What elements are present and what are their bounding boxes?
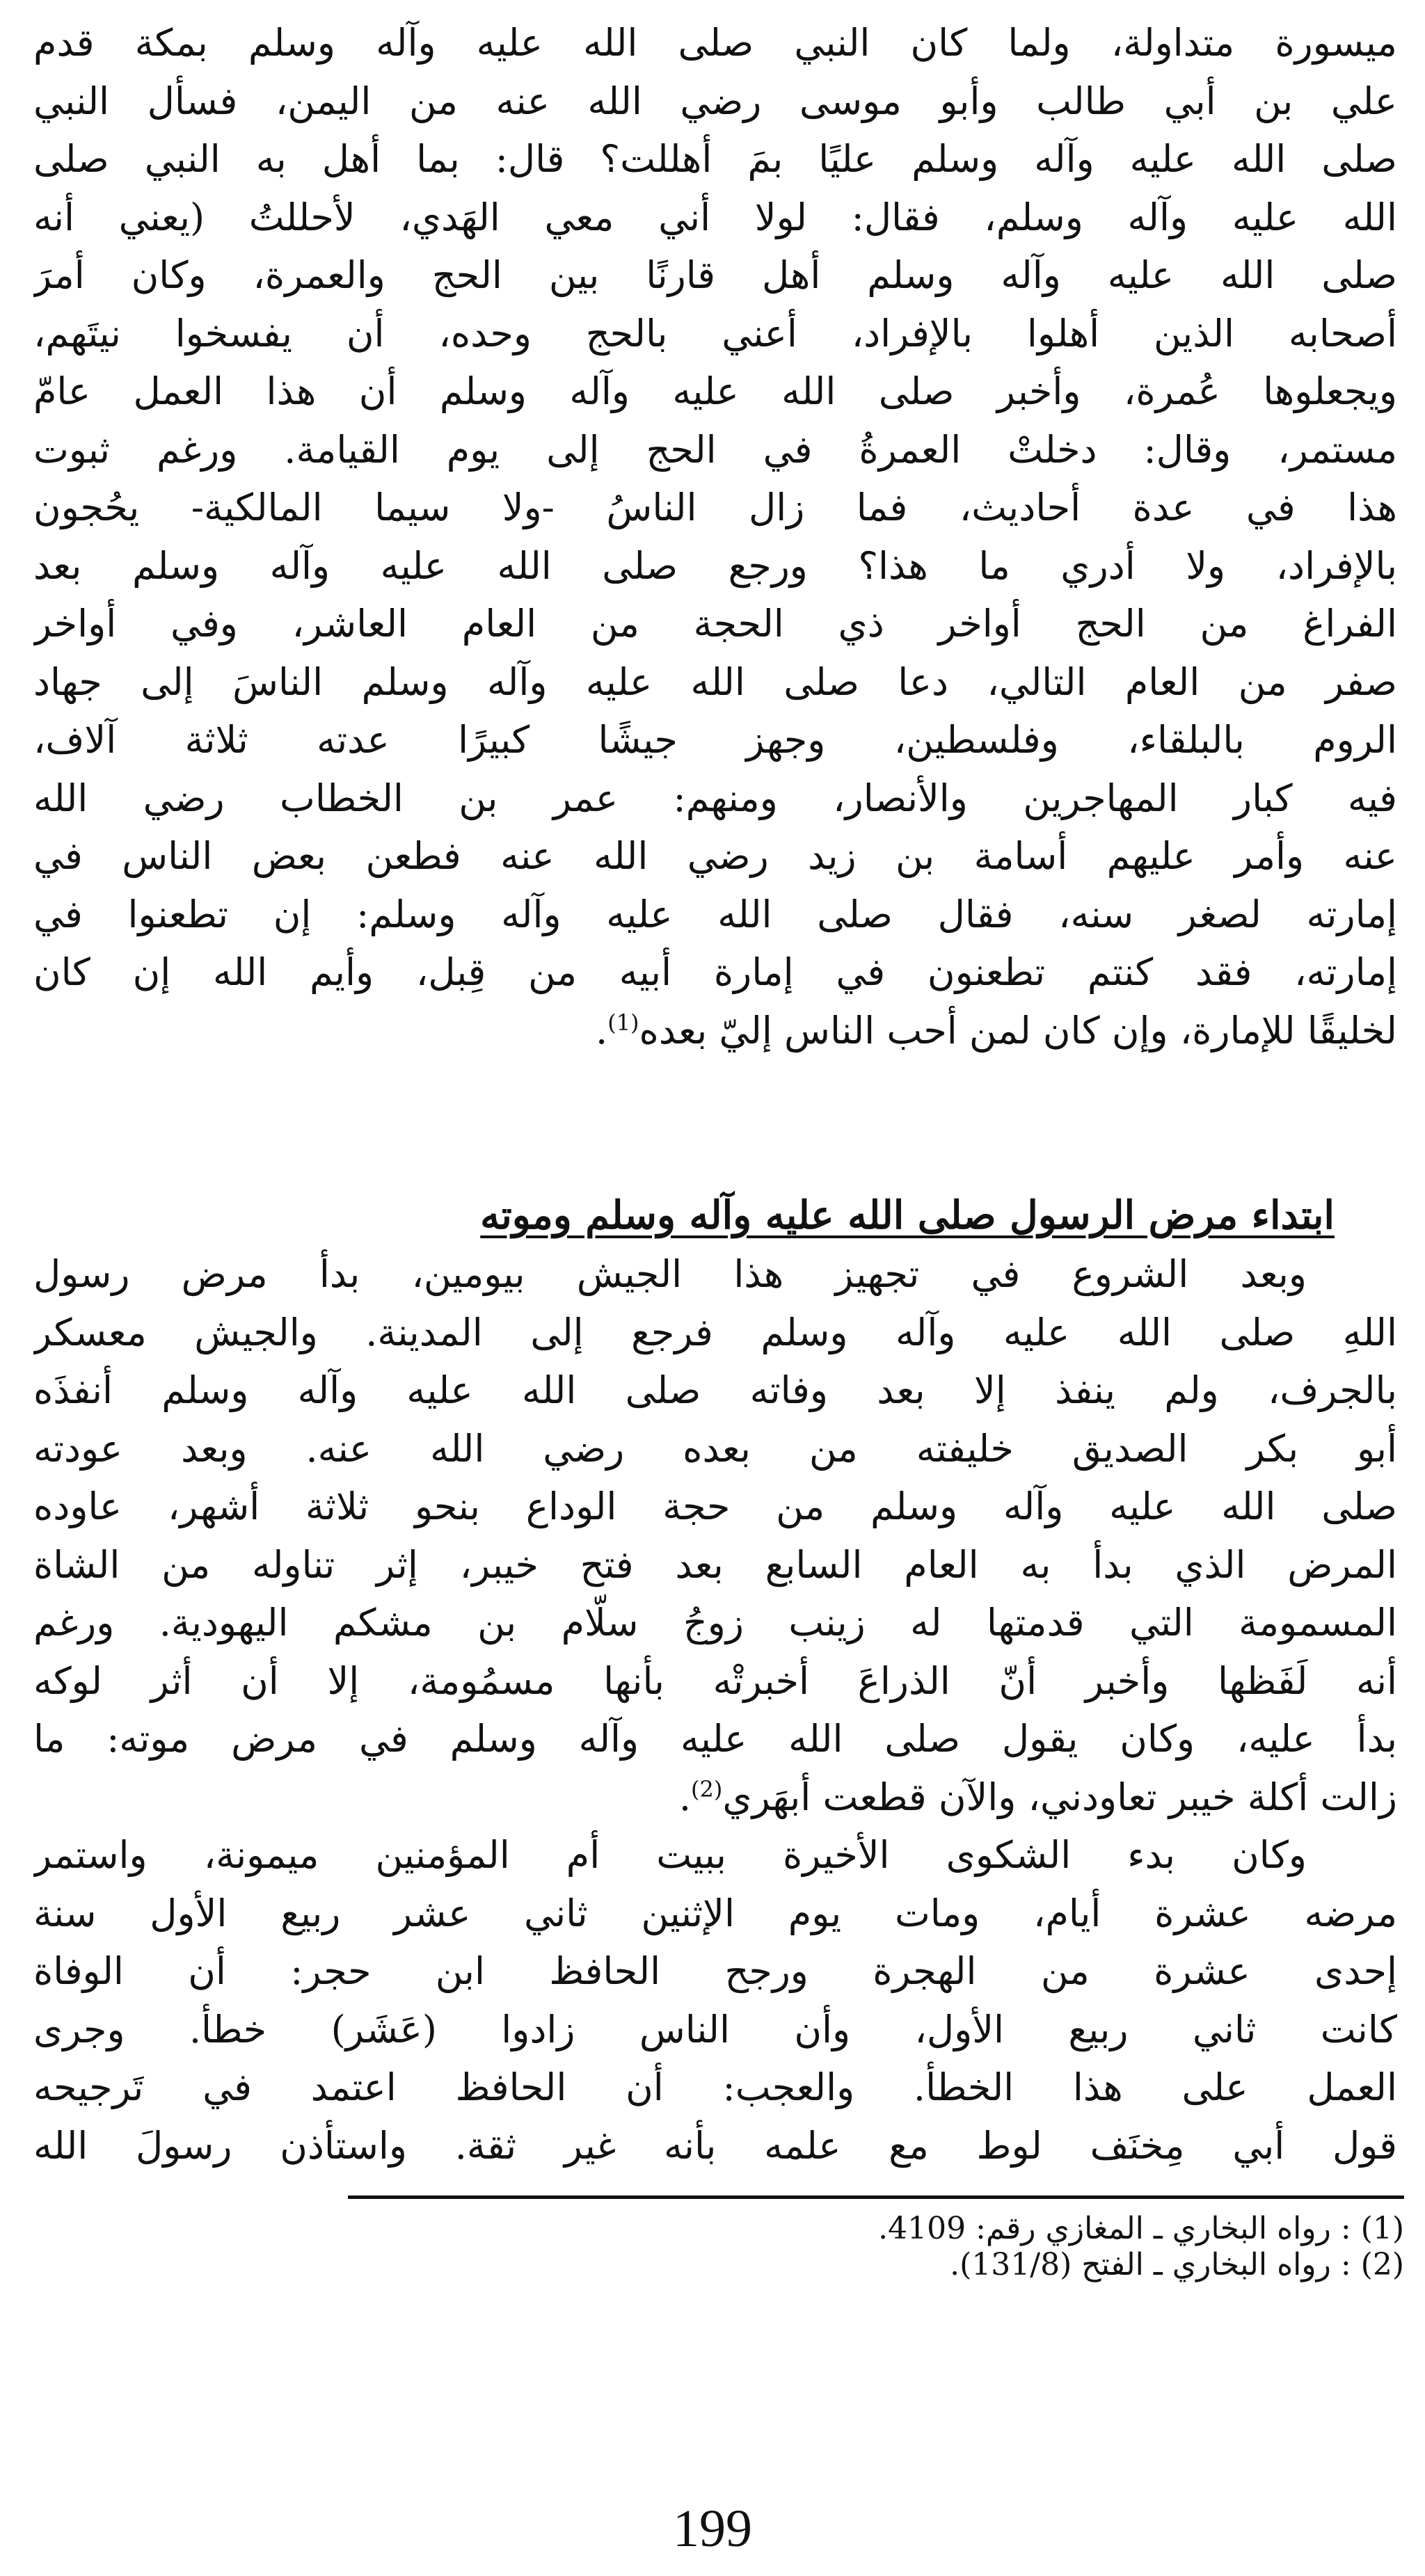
- text-line: بدأ عليه، وكان يقول صلى الله عليه وآله وسلم في مرض موته: ما: [33, 1717, 1397, 1761]
- text-line: هذا في عدة أحاديث، فما زال الناسُ -ولا سيما المالكية- يحُجون: [33, 486, 1397, 529]
- footnote-divider: [348, 2195, 1404, 2199]
- text-line: عنه وأمر عليهم أسامة بن زيد رضي الله عنه فطعن بعض الناس في: [33, 834, 1397, 878]
- text-line: كانت ثاني ربيع الأول، وأن الناس زادوا (عَشَر) خطأ. وجرى: [33, 2007, 1397, 2051]
- text-line: صلى الله عليه وآله وسلم عليًا بمَ أهللت؟ قال: بما أهل به النبي صلى: [33, 137, 1397, 181]
- line-text: زالت أكلة خيبر تعاودني، والآن قطعت أبهَري: [722, 1775, 1397, 1819]
- text-line: المرض الذي بدأ به العام السابع بعد فتح خيبر، إثر تناوله من الشاة: [33, 1542, 1397, 1587]
- text-line-last: [33, 1002, 1397, 1060]
- footnotes: [878, 2211, 1404, 2283]
- text-line: اللهِ صلى الله عليه وآله وسلم فرجع إلى المدينة. والجيش معسكر: [33, 1310, 1397, 1354]
- footnote-reference: (2): [690, 1775, 723, 1802]
- text-line: العمل على هذا الخطأ. والعجب: أن الحافظ اعتمد في تَرجيحه: [33, 2065, 1397, 2109]
- text-line: فيه كبار المهاجرين والأنصار، ومنهم: عمر بن الخطاب رضي الله: [33, 776, 1397, 820]
- text-line: إحدى عشرة من الهجرة ورجح الحافظ ابن حجر: أن الوفاة: [33, 1949, 1397, 1993]
- text-line: قول أبي مِخنَف لوط مع علمه بأنه غير ثقة. واستأذن رسولَ الله: [33, 2123, 1397, 2168]
- paragraph-hajj-and-army: [33, 14, 1397, 1059]
- text-line: الله عليه وآله وسلم، فقال: لولا أني معي الهَدي، لأحللتُ (يعني أنه: [33, 195, 1397, 239]
- text-line: وبعد الشروع في تجهيز هذا الجيش بيومين، بدأ مرض رسول: [33, 1252, 1307, 1296]
- text-line-last: [33, 1768, 1397, 1827]
- text-line: علي بن أبي طالب وأبو موسى رضي الله عنه من اليمن، فسأل النبي: [33, 79, 1397, 123]
- text-line: ويجعلوها عُمرة، وأخبر صلى الله عليه وآله وسلم أن هذا العمل عامّ: [33, 369, 1397, 413]
- line-end-punctuation: .: [596, 1008, 608, 1053]
- page-number: 199: [673, 2499, 752, 2558]
- text-line: مرضه عشرة أيام، ومات يوم الإثنين ثاني عشر ربيع الأول سنة: [33, 1891, 1397, 1935]
- text-line: الفراغ من الحج أواخر ذي الحجة من العام العاشر، وفي أواخر: [33, 602, 1397, 646]
- text-line: المسمومة التي قدمتها له زينب زوجُ سلّام بن مشكم اليهودية. ورغم: [33, 1601, 1397, 1645]
- text-line: بالإفراد، ولا أدري ما هذا؟ ورجع صلى الله عليه وآله وسلم بعد: [33, 543, 1397, 588]
- text-line: إمارته لصغر سنه، فقال صلى الله عليه وآله وسلم: إن تطعنوا في: [33, 892, 1397, 936]
- text-line: وكان بدء الشكوى الأخيرة ببيت أم المؤمنين ميمونة، واستمر: [33, 1833, 1307, 1877]
- line-text: لخليقًا للإمارة، وإن كان لمن أحب الناس إليّ بعده: [639, 1008, 1397, 1053]
- text-line: بالجرف، ولم ينفذ إلا بعد وفاته صلى الله عليه وآله وسلم أنفذَه: [33, 1368, 1397, 1412]
- text-line: مستمر، وقال: دخلتْ العمرةُ في الحج إلى يوم القيامة. ورغم ثبوت: [33, 427, 1397, 472]
- footnote-2: (2) : رواه البخاري ـ الفتح (131/8).: [950, 2247, 1404, 2282]
- text-line: أصحابه الذين أهلوا بالإفراد، أعني بالحج وحده، أن يفسخوا نيتَهم،: [33, 311, 1397, 355]
- text-line: إمارته، فقد كنتم تطعنون في إمارة أبيه من قِبل، وأيم الله إن كان: [33, 950, 1397, 994]
- footnote-reference: (1): [607, 1009, 639, 1036]
- text-line: صلى الله عليه وآله وسلم من حجة الوداع بنحو ثلاثة أشهر، عاوده: [33, 1485, 1397, 1528]
- text-line: صلى الله عليه وآله وسلم أهل قارنًا بين الحج والعمرة، وكان أمرَ: [33, 253, 1397, 297]
- text-line: صفر من العام التالي، دعا صلى الله عليه وآله وسلم الناسَ إلى جهاد: [33, 659, 1397, 704]
- text-line: أنه لَفَظها وأخبر أنّ الذراعَ أخبرتْه بأنها مسمُومة، إلا أن أثر لوكه: [33, 1658, 1397, 1703]
- text-line: الروم بالبلقاء، وفلسطين، وجهز جيشًا كبيرًا عدته ثلاثة آلاف،: [33, 718, 1397, 762]
- footnote-1: (1) : رواه البخاري ـ المغازي رقم: 4109.: [878, 2211, 1404, 2246]
- paragraph-illness-and-death: [33, 1245, 1397, 2175]
- section-heading: ابتداء مرض الرسول صلى الله عليه وآله وسلم وموته: [480, 1192, 1335, 1238]
- line-end-punctuation: .: [678, 1775, 691, 1819]
- text-line: ميسورة متداولة، ولما كان النبي صلى الله عليه وآله وسلم بمكة قدم: [33, 21, 1397, 65]
- text-line: أبو بكر الصديق خليفته من بعده رضي الله عنه. وبعد عودته: [33, 1426, 1397, 1471]
